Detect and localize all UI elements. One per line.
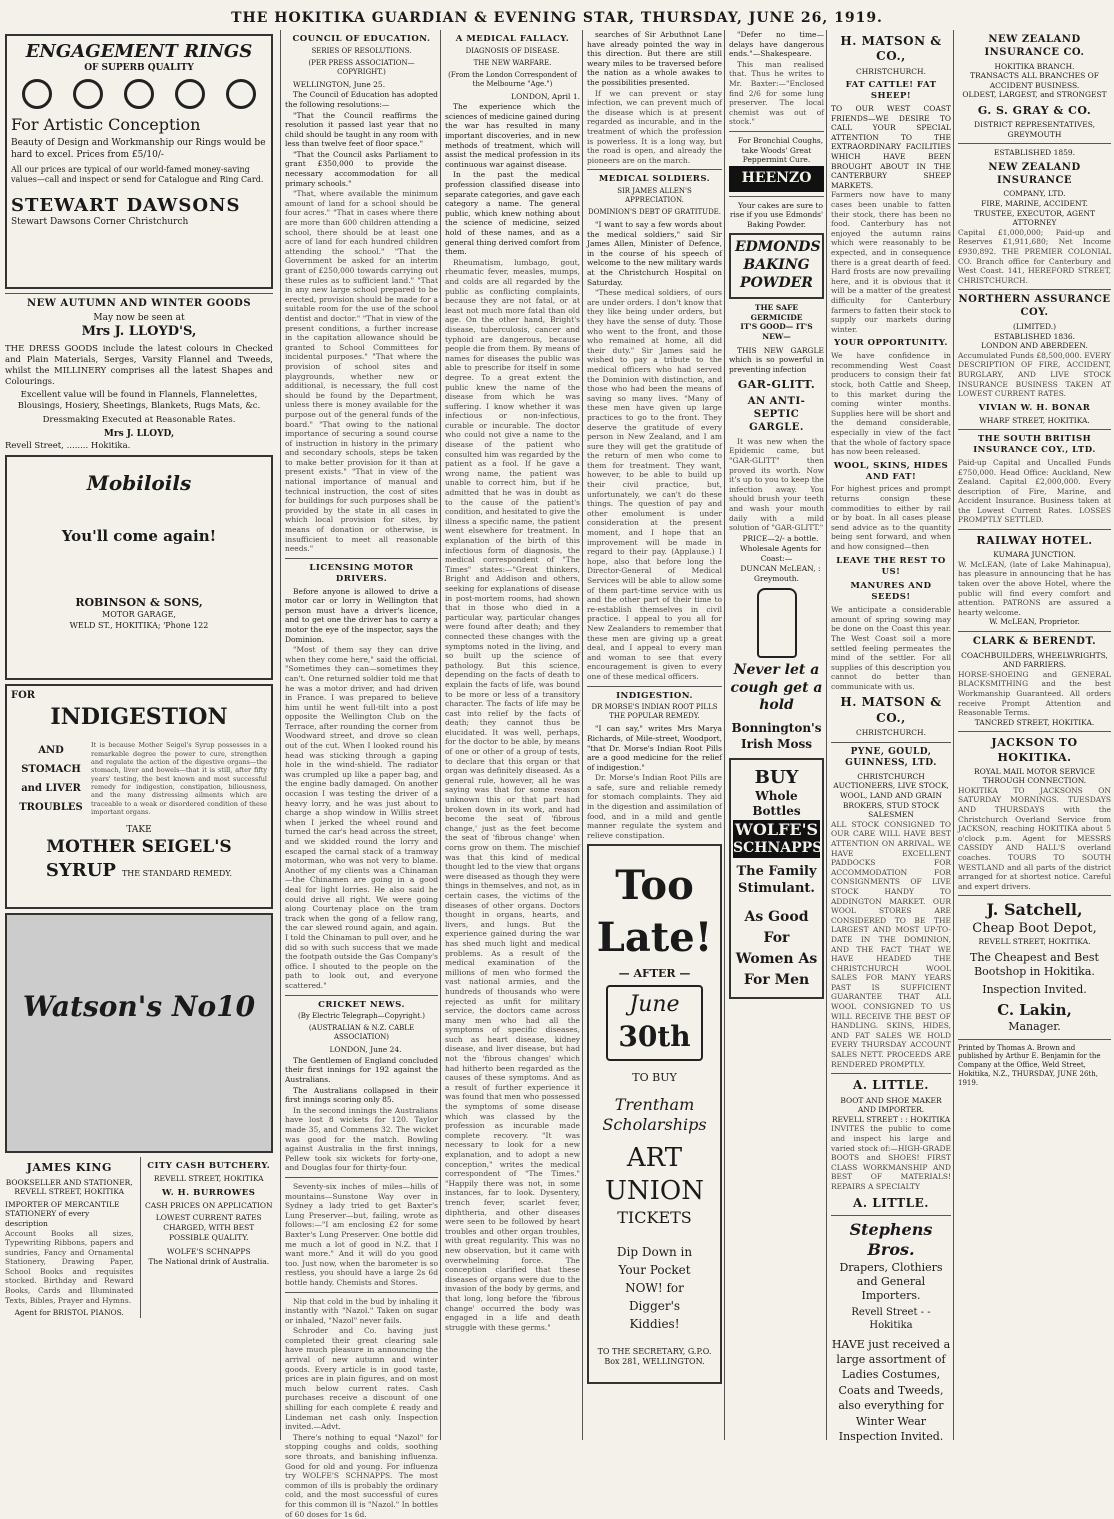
buy-label: BUY <box>754 767 799 789</box>
lloyd-name: Mrs J. LLOYD'S, <box>81 324 197 340</box>
weld-street: WELD ST., HOKITIKA; 'Phone 122 <box>69 620 209 630</box>
ring-icon <box>226 79 256 109</box>
seigels-copy: It is because Mother Seigel's Syrup possesses in a remarkable degree the power to cure, strengthen and regulate the action of the digestive organs—the stomach, liver and bowels—that it is still, after fifty years' testing, the best known and most successful remedy for indigestion, constipation, biliousness, and the many distressing ailments which are traceable to a weak or disordered condition of these important organs. <box>91 741 267 816</box>
gargle-filler: It was new when the Epidemic came, but "GAR-GLITT" then proved its worth. Now it's up to you to keep the infection away. You should brush your teeth and wash your mouth daily with a mild solution of "GAR-GLITT." <box>729 436 824 533</box>
licensing-title: LICENSING MOTOR DRIVERS. <box>309 562 414 584</box>
motor-garage: MOTOR GARAGE, <box>102 610 176 620</box>
column-1 <box>5 30 273 1440</box>
medical-dateline: LONDON, April 1. <box>511 91 580 101</box>
searches-p: searches of Sir Arbuthnot Lane have already pointed the way in this direction. But there are still weary miles to be traversed before the nation as a whole awakes to the possibilities presented. <box>587 30 722 87</box>
robinson: ROBINSON & SONS, <box>75 596 203 610</box>
northern-title: NORTHERN ASSURANCE COY. <box>958 294 1111 319</box>
masthead: THE HOKITIKA GUARDIAN & EVENING STAR, THURSDAY, JUNE 26, 1919. <box>231 10 883 26</box>
coachbuilders: COACHBUILDERS, WHEELWRIGHTS, AND FARRIERS. <box>961 650 1108 670</box>
fat-cattle: FAT CATTLE! FAT SHEEP! <box>845 80 937 102</box>
edmonds-logo: EDMONDS BAKING POWDER <box>735 239 821 292</box>
lloyd-signature: Mrs J. LLOYD, <box>103 429 175 440</box>
mclean-prop: W. McLEAN, Proprietor. <box>989 617 1080 627</box>
soldiers-sub: SIR JAMES ALLEN'S APPRECIATION. <box>617 187 692 205</box>
council-p3: "That the Council asks Parliament to grant £350,000 to provide the necessary accommodation for all primary schools." <box>285 149 438 188</box>
edmonds-logo-box <box>729 233 824 299</box>
lloyd-address: Revell Street, ........ Hokitika. <box>5 440 131 451</box>
little-title: A. LITTLE. <box>853 1078 929 1093</box>
leave-rest: LEAVE THE REST TO US! <box>836 555 946 577</box>
oldest: OLDEST, LARGEST, and STRONGEST <box>962 90 1107 100</box>
satchell: J. Satchell, <box>986 900 1083 920</box>
garglitt: GAR-GLITT. <box>737 378 816 392</box>
dawsons-logo: STEWART DAWSONS <box>11 194 241 216</box>
matson-city-2: CHRISTCHURCH. <box>856 728 926 738</box>
dressmaking: Dressmaking Executed at Reasonable Rates. <box>42 415 236 426</box>
company-ltd: COMPANY, LTD. <box>1003 189 1066 199</box>
cricket-title: CRICKET NEWS. <box>318 999 405 1010</box>
tancred: TANCRED STREET, HOKITIKA. <box>974 717 1095 727</box>
little-revell: REVELL STREET : : HOKITIKA <box>831 1114 951 1124</box>
engagement-rings-ad <box>5 34 273 289</box>
royal-mail: ROYAL MAIL MOTOR SERVICE THROUGH CONNECTION. <box>974 766 1095 786</box>
soldiers-p1: "I want to say a few words about the medical soldiers," said Sir James Allen, Minister of Defence, in the course of his speech of welcome to the new military wards at the Christchurch Hospital on Saturday. <box>587 220 722 287</box>
matson-filler: Farmers now have to many cases been unable to fatten their stock, there has been no food. Canterbury has not enjoyed the autumn rains which were reasonably to be expected, and in consequence there is a great dearth of feed. Hard frosts are now prevailing here, and it is obvious that it will be a matter of the greatest difficulty for Canterbury farmers to fatten their stock to supply our markets during winter. <box>831 190 951 334</box>
nz-insurance: NEW ZEALAND INSURANCE CO. <box>984 34 1085 58</box>
artistic-text2: All our prices are typical of our world-famed money-saving values—call and inspect or send for Catalogue and Ring Card. <box>11 165 264 185</box>
agent-bristol: Agent for BRISTOL PIANOS. <box>14 1308 124 1318</box>
nazol2-text: There's nothing to equal "Nazol" for stopping coughs and colds, soothing sore throats, and banishing influenza. Good for old and young. For influenza try WOLFE'S SCHNAPPS. The most common of ills is probably the ordinary cold, and the most successful of cures for this common ill is "Nazol." In bottles of 60 doses for 1s 6d. <box>285 1432 438 1519</box>
troubles-label: TROUBLES <box>19 802 83 814</box>
indigestion-ad <box>5 684 273 909</box>
wharf-street: WHARF STREET, HOKITIKA. <box>979 415 1090 425</box>
pyne-filler: ALL STOCK CONSIGNED TO OUR CARE WILL HAVE BEST ATTENTION ON ARRIVAL. WE HAVE EXCELLENT PADDOCKS FOR ACCOMMODATION FOR CONSIGNMENTS OF LIVE STOCK HANDY TO ADDINGTON MARKET. OUR WOOL STORES ARE CONSIDERED TO BE THE LARGEST AND MOST UP-TO-DATE IN THE DOMINION, AND THE FACT THAT WE HAVE HEADED THE CHRISTCHURCH WOOL SALES FOR MANY YEARS PAST IS SUFFICIENT GUARANTEE THAT ALL WOOL CONSIGNED TO US WILL RECEIVE THE BEST OF HANDLING. SKINS, HIDES, AND FAT SALES WE HOLD EVERY THURSDAY ACCOUNT SALES NETT. PROCEEDS ARE RENDERED PROMPTLY. <box>831 819 951 1069</box>
autumn-text: THE DRESS GOODS include the latest colours in Checked and Plain Materials, Serges, Varsity Flannel and Tweeds, whilst the MILLINERY comprises all the latest Shapes and Colourings. <box>5 343 273 387</box>
mobiloils-logo: Mobiloils <box>86 471 192 496</box>
little-boot: BOOT AND SHOE MAKER AND IMPORTER. <box>840 1095 942 1115</box>
ring-illustrations <box>11 79 267 109</box>
hok-branch: HOKITIKA BRANCH. <box>994 61 1075 71</box>
soldiers-filler: "These medical soldiers, of ours are under orders. I don't know that they like being under orders, but they have the sense of duty. Those who went to the front, and those who remained at home, all did their duty." Sir James said he wished to pay a tribute to the medical officers who had served the Dominion with distinction, and those who had been the means of saving so many lives. "Many of these men have given up large practices to go to the front. They deserve the gratitude of every person in New Zealand, and I am sure they will get the gratitude of the return of men who come to them for treatment. They want, however, to be able to build up their civil practice, but, unfortunately, we can't do these things. The question of pay and other emolument is under consideration at the present moment, and I hope that an improvement will be made in regard to their pay. (Applause.) I hope, also that before long the Director-General of Medical Services will be able to allow some of them part-time service with us and the other part of their time to re-establish themselves in civil practice. I appeal to you all for New Zealanders to remember that these men are giving up a great deal, and I appeal to every man and woman to see that every encouragement is given to every one of these medical officers. <box>587 288 722 681</box>
transacts: TRANSACTS ALL BRANCHES OF ACCIDENT BUSINESS. <box>970 71 1099 90</box>
antiseptic: AN ANTI-SEPTIC GARGLE. <box>747 396 806 433</box>
wholesale: Wholesale Agents for Coast:— <box>739 544 822 563</box>
indigestion-sub: DR MORSE'S INDIAN ROOT PILLS THE POPULAR REMEDY. <box>591 703 718 721</box>
tickets: TICKETS <box>617 1208 692 1228</box>
cricket-dateline: LONDON, June 24. <box>329 1045 402 1055</box>
safe-germicide: THE SAFE GERMICIDE <box>750 303 803 322</box>
for-label: FOR <box>11 690 36 702</box>
as-good: As Good For Women As For Men <box>735 909 818 989</box>
council-p1: The Council of Education has adopted the following resolutions:— <box>285 90 438 109</box>
cricket-press: (By Electric Telegraph—Copyright.) <box>298 1012 425 1021</box>
liver-label: and LIVER <box>21 783 81 795</box>
cricket-p1: The Gentlemen of England concluded their first innings for 192 against the Australians. <box>285 1055 438 1085</box>
scholarships: Scholarships <box>602 1115 707 1135</box>
railway-filler: W. McLEAN, (late of Lake Mahinapua), has pleasure in announcing that he has taken over the above Hotel, where the public will find every comfort and attention. PATRONS are assured a hearty welcome. <box>958 559 1111 617</box>
come-again: You'll come again! <box>61 527 217 546</box>
too-late-ad <box>587 844 722 1384</box>
cheapest: The Cheapest and Best Bootshop in Hokitika. <box>970 951 1099 979</box>
schroder-text: Schroder and Co. having just completed their great clearing sale have much pleasure in announcing the arrival of new autumn and winter goods. Every article is in good taste, prices are in plain figures, and on most much below current rates. Cash purchases receive a discount of one shilling for each complete £ ready and Lindeman net cash only. Inspection invited.—Advt. <box>285 1326 438 1432</box>
cakes-text: Your cakes are sure to rise if you use Edmonds' Baking Powder. <box>729 200 824 229</box>
council-press: (PER PRESS ASSOCIATION—COPYRIGHT.) <box>308 58 415 76</box>
railway-hotel: RAILWAY HOTEL. <box>976 534 1093 548</box>
sb-filler: Paid-up Capital and Uncalled Funds £750,000. Head Office: Auckland, New Zealand. Capital £2,000,000. Every description of Fire, Marine, and Accident Insurance. Business taken at the Lowest Current Rates. LOSSES PROMPTLY SETTLED. <box>958 457 1111 525</box>
jackson: JACKSON TO HOKITIKA. <box>991 736 1078 764</box>
little-filler: INVITES the public to come and inspect his large and varied stock of:—HIGH-GRADE BOOTS and SHOES! FIRST CLASS WORKMANSHIP AND BEST OF MATERIALS! REPAIRS A SPECIALTY <box>831 1124 951 1191</box>
pyne-city: CHRISTCHURCH <box>857 771 925 781</box>
schnapps-small: WOLFE'S SCHNAPPS <box>166 1247 251 1257</box>
heenzo-ad <box>729 166 824 192</box>
bronchial: For Bronchial Coughs, take Woods' Great Peppermint Cure. <box>737 135 824 165</box>
printed-by: Printed by Thomas A. Brown and published by Arthur E. Benjamin for the Company at the Office, Weld Street, Hokitika, N.Z., THURSDAY, JUNE 26th, 1919. <box>958 1043 1101 1088</box>
james-king: JAMES KING <box>26 1161 112 1175</box>
syrup-label: SYRUP <box>45 859 116 881</box>
dawsons-sub: Stewart Dawsons Corner Christchurch <box>11 216 189 227</box>
after-label: — AFTER — <box>618 966 691 980</box>
jackson-filler: HOKITIKA TO JACKSONS ON SATURDAY MORNINGS. TUESDAYS AND THURSDAYS with the Christchurch Overland Service from JACKSON, reaching HOKITIKA about 5 o'clock p.m. Agent for MESSRS CASSIDY AND HALL'S overland coaches. TOURS TO SOUTH WESTLAND and all parts of the district arranged for at shortest notice. Careful and expert drivers. <box>958 785 1111 891</box>
matson-p1: TO OUR WEST COAST FRIENDS—WE DESIRE TO CALL YOUR SPECIAL ATTENTION TO THE EXTRAORDINARY FACILITIES WHICH HAVE BEEN BROUGHT ABOUT IN THE CANTERBURY SHEEP MARKETS. <box>831 104 951 190</box>
bottle-icon <box>757 588 797 658</box>
dip-down: Dip Down in Your Pocket NOW! for Digger's Kiddies! <box>616 1244 693 1331</box>
king-copy: Account Books all sizes, Typewriting Ribbons, papers and sundries, Fancy and Ornamental Stationery, Drawing Paper, School Books and requisites stocked. Birthday and Reward Books, Cards and Illuminated Texts, Bibles, Prayer and Hymns. <box>5 1228 134 1305</box>
boot-depot: Cheap Boot Depot, <box>972 920 1097 936</box>
indigestion-filler: Dr. Morse's Indian Root Pills are a safe, sure and reliable remedy for stomach complaints. They aid in the digestion and assimilation of food, and in a mild and gentle manner regulate the system and relieve constipation. <box>587 773 722 840</box>
south-british: THE SOUTH BRITISH INSURANCE COY., LTD. <box>973 434 1096 456</box>
defer-quote: "Defer no time—delays have dangerous ends."—Shakespeare. <box>729 30 824 59</box>
kumara: KUMARA JUNCTION. <box>993 550 1076 560</box>
bookseller: BOOKSELLER AND STATIONER, <box>5 1177 133 1187</box>
council-title: COUNCIL OF EDUCATION. <box>292 34 431 44</box>
wool-hides: WOOL, SKINS, HIDES AND FAT! <box>833 460 949 482</box>
licensing-p1: Before anyone is allowed to drive a motor car or lorry in Wellington that person must have a driver's licence, and to get one the driver has to carry a motor the eye of the inspector, says the Dominion. <box>285 586 438 644</box>
nzi-title: NEW ZEALAND INSURANCE <box>988 161 1081 186</box>
mobiloils-ad <box>5 455 273 680</box>
standard-remedy: THE STANDARD REMEDY. <box>121 868 233 878</box>
medical-filler: Rheumatism, lumbago, gout, rheumatic fever, measles, mumps, and colds are all regarded by the public as conflicting complaints, because they are not fatal, or at least not much more fatal than old age. On the other hand, Bright's disease, tuberculosis, cancer and typhoid are dangerous, because people die from them. By means of names for diseases the public was able to prescribe for itself in some degree. To a great extent the public knew the name of the disease from which he was suffering. I know whether it was infectious or non-infectious, curable or incurable. The doctor who could not give a name to the disease of the patient who consulted him was regarded by the patient as a fool. If he gave a wrong name, the patient was unable to correct him, but if he admitted that he was in doubt as to the cause of the patient's condition, and hesitated to give the illness a specific name, the patient went elsewhere for treatment. In explanation of the birth of this infectious form of diagnosis, the medical correspondent of "The Times" states:—"Great thinkers, Bright and Addison and others, seeking for explanations of disease in post-mortem rooms, had shown that in those who died in a particular way, particular changes were found after death; and they connected these changes with the symptoms noted in the living, and so built up the science of pathology. But this science, depending on the facts of death to explain the facts of life, was bound to be more or less of a transitory character. The facts of life may be cast into relief by the facts of death; they cannot thus be elucidated. It was well, perhaps, for the doctor to be able, by means of one or other of a group of tests, to declare that this organ or that organ was definitely diseased. As a general rule, however, all he was saying was that for some reason unknown this or that part had broken down in its work, and had become the seat of 'fibrous change,' just as the feet become the seat of 'fibrous change' when corns grow on them. The mischief was that this kind of medical thought led to the view that organs were diseased as though they were things in themselves, and not, as in certain cases, the victims of the diseases of other organs. Doctors thought in organs, hearts, and livers, and lungs. But the experience gained during the war has shed much light and medical problems. As a result of the medical examination of the millions of men who formed the vast national armies, and the hundreds of thousands who were rejected as unfit for military service, the doctors came across many men who had all the symptoms of specific diseases, such as heart disease, kidney disease, and liver disease, but had not the 'fibrous changes' which had hitherto been regarded as the causes of these symptoms. And as a result of further experience it was found that men who possessed the symptoms of some disease which was classed by the profession as incurable made complete recovery. "It was necessary to look for a new explanation, and to adopt a new conception," writes the medical correspondent of "The Times." "Happily there was not, in some instances, far to look. Dysentery, trench fever, scarlet fever, diphtheria, and other diseases were seen to be followed by heart troubles and other organ troubles, with great regularity. This was no new observation, but it came with overwhelming force. The conception clarified that these diseases of organs were due to the invasion of the body by germs, and that long, long before the 'fibrous change' occurred the body was engaged in a life and death struggle with these germs." <box>445 257 580 1332</box>
autumn-title: NEW AUTUMN AND WINTER GOODS <box>26 298 252 309</box>
cricket-assoc: (AUSTRALIAN & N.Z. CABLE ASSOCIATION) <box>308 1024 415 1042</box>
manures: MANURES AND SEEDS! <box>850 581 932 603</box>
wolfes-label: WOLFE'S <box>734 819 819 839</box>
fire-marine: FIRE, MARINE, ACCIDENT. <box>981 199 1088 209</box>
gargle-price: PRICE—2/- a bottle. <box>742 533 819 543</box>
seigels-name: MOTHER SEIGEL'S <box>46 836 232 857</box>
council-filler: "That, where available the minimum amount of land for a school should be four acres." "That in cases where there are more than 600 children attending a school, there should be at least one acre of land for each hundred children attending the school." "That the Government be asked for an interim grant of £250,000 towards carrying out these rules as to sufficient land." "That in any new large school prepared to be erected, provision should be made for a suitable room for the use of the school dentist and doctor." "That in view of the present conditions, a further increase in the capitation allowance should be granted to School Committees for incidental purposes." "That where the provision of school sites and playgrounds, whether new or additional, is necessary, the full cost should be found by the Department, unless there is money available for the purpose out of the general funds of the board." "That owing to the national importance of securing a sound course of instruction in history in the primary and secondary schools, steps be taken to make better provision for it than at present exists." "That in view of the national importance of manual and technical instruction, the cost of sites for buildings for such purposes shall be provided by the state in all cases in which local provision for sites, by means of donation or otherwise, is insufficient to meet all reasonable needs." <box>285 189 438 554</box>
ring-icon <box>124 79 154 109</box>
nazol-ad-text: Seventy-six inches of miles—hills of mountains—Sunstone Way over in Sydney a lady tried to get Baxter's Lung Preserver—but, failing, wrote as follows:—"I am enclosing £2 for some Baxter's Lung Preserver. One bottle did me much a lot of good in N.Z. that I want more." And it will do you good too. Just now, when the barometer is so restless, you should have a large 2s 6d bottle handy. Chemists and Stores. <box>285 1181 438 1287</box>
revell-street: REVELL STREET, HOKITIKA <box>14 1187 125 1197</box>
engagement-title: ENGAGEMENT RINGS <box>25 41 253 62</box>
cash-prices: CASH PRICES ON APPLICATION <box>144 1200 273 1210</box>
soldiers-title: MEDICAL SOLDIERS. <box>598 174 711 185</box>
northern-filler: Accumulated Funds £8,500,000. EVERY DESCRIPTION OF FIRE, ACCIDENT, BURGLARY, AND LIVE STOCK INSURANCE BUSINESS TAKEN AT LOWEST CURRENT RATES. <box>958 350 1111 399</box>
stomach-label: STOMACH <box>21 764 81 776</box>
cricket-filler: In the second innings the Australians have lost 8 wickets for 120. Taylor made 35, and Commens 32. The wicket was good for the match. Bowling against Australia in the first innings, Pellew took six wickets for forty-one, and Douglas four for thirty-four. <box>285 1105 438 1173</box>
trentham: Trentham <box>614 1094 695 1114</box>
indigestion-heading: INDIGESTION <box>50 704 228 731</box>
column-3 <box>440 30 580 1440</box>
matson-title: H. MATSON & CO., <box>840 34 942 64</box>
inspection: Inspection Invited. <box>982 983 1087 997</box>
secretary: TO THE SECRETARY, G.P.O. Box 281, WELLINGTON. <box>597 1346 712 1367</box>
nip-ad-text: Nip that cold in the bud by inhaling it instantly with "Nazol." Taken on sugar or inhaled, "Nazol" never fails. <box>285 1296 438 1325</box>
ring-icon <box>175 79 205 109</box>
defer-filler: This man realised that. Thus he writes to Mr. Baxter:—"Enclosed find 2/6 for some lung preserver. The local chemist was out of stock." <box>729 59 824 127</box>
manures-filler: We anticipate a considerable amount of spring sowing may be done on the Coast this year. The West Coast soil a more settled feeling permeates the mind of the settler. For all supplies of this description you cannot do better than communicate with us. <box>831 605 951 691</box>
stimulant-label: Stimulant. <box>738 880 815 896</box>
lakin: C. Lakin, <box>997 1001 1072 1020</box>
pyne-title: PYNE, GOULD, GUINNESS, LTD. <box>845 746 937 769</box>
medical-sub: DIAGNOSIS OF DISEASE. <box>465 46 560 55</box>
clark-filler: HORSE-SHOEING and GENERAL BLACKSMITHING and the best Workmanship Guaranteed. All orders receive Prompt Attention and Reasonable Terms. <box>958 669 1111 718</box>
thirtieth-label: 30th <box>618 1020 691 1054</box>
take-label: TAKE <box>126 825 152 836</box>
manager: Manager. <box>1008 1020 1061 1034</box>
satchell-revell: REVELL STREET, HOKITIKA. <box>978 937 1091 947</box>
schnapps-label: SCHNAPPS <box>733 840 823 857</box>
autumn-text2: Excellent value will be found in Flannels, Flannelettes, Blousings, Hosiery, Sheetings, Blankets, Rugs Mats, &c. <box>17 390 261 412</box>
clark-berendt: CLARK & BERENDT. <box>972 635 1097 647</box>
ring-icon <box>73 79 103 109</box>
whole-bottles: Whole Bottles <box>752 789 801 819</box>
wool-filler: For highest prices and prompt returns consign these commodities to either by rail or by boat. In all cases please send advice as to the quantity being sent forward, and when and how consigned—then <box>831 484 951 552</box>
june-label: June <box>629 991 680 1017</box>
medical-corr: (From the London Correspondent of the Melbourne "Age.") <box>448 70 577 88</box>
never-cough: Never let a cough get a hold <box>730 661 823 714</box>
column-5 <box>724 30 824 1440</box>
northern-limited: (LIMITED.) <box>1012 321 1057 331</box>
council-dateline: WELLINGTON, June 25. <box>293 79 386 89</box>
importer: IMPORTER OF MERCANTILE STATIONERY of every description <box>5 1199 120 1228</box>
opportunity-filler: We have confidence in recommending West Coast producers to consign their fat stock, both Cattle and Sheep, to this market during the coming winter months. Supplies here will be short and the demand considerable, especially in view of the fact that the whole of factory space has now been released. <box>831 351 951 457</box>
auctioneers: AUCTIONEERS, LIVE STOCK, WOOL, LAND AND GRAIN BROKERS, STUD STOCK SALESMEN <box>833 781 949 820</box>
column-4 <box>582 30 722 1440</box>
schnapps-tag: The National drink of Australia. <box>148 1256 270 1266</box>
watsons-logo: Watson's No10 <box>22 990 256 1024</box>
its-good: IT'S GOOD— IT'S NEW— <box>740 322 813 341</box>
and-label: AND <box>38 745 64 757</box>
cricket-p2: The Australians collapsed in their first innings scoring only 85. <box>285 1085 438 1105</box>
searches-filler: If we can prevent or stay infection, we can prevent much of the disease which is at present regarded as incurable, and in the treatment of which the profession is powerless. It is a long way, but the road is open, and already the pioneers are on the march. <box>587 88 722 165</box>
indigestion-title: INDIGESTION. <box>616 690 693 701</box>
council-sub: SERIES OF RESOLUTIONS. <box>311 46 412 55</box>
late-label: Late! <box>596 913 713 961</box>
district-reps: DISTRICT REPRESENTATIVES, GREYMOUTH <box>973 120 1096 139</box>
mclean: DUNCAN McLEAN, : Greymouth. <box>740 564 821 584</box>
matson-city: CHRISTCHURCH. <box>856 66 926 76</box>
city-cash-butchery: CITY CASH BUTCHERY. <box>147 1161 271 1172</box>
watsons-ad <box>5 913 273 1153</box>
licensing-filler: "Most of them say they can drive when they come here," said the official. "Sometimes they can—sometimes they can't. One returned soldier told me that he was a motor driver, and had driven in France. I was prepared to believe him until he went full-tilt into a post opposite the Wellington Club on the Terrace, after rounding the corner from Woodward street, and drove so clean out of the cut. When I looked round his head was sticking through a gaping hole in the wind-shield. The radiator was crumpled up like a paper bag, and the engine badly damaged. On another occasion I was testing the driver of a heavy lorry, and he was just about to charge a shop window in Willis street when I jerked the wheel round and turned the car's head across the street, and we skidded round the lorry and escaped the carnal stack of a tramway motorman, who was not very to blame. Another of my clients was a Chinaman—the Chinamen are going in a good deal for light lorries. He also said he could drive all right. We were going along Courtenay place on the tram track when the gong of a fellow rang, the car slewed round again, and again. I told the Chinaman to pull over, and he did so with such success that we made the footpath outside the Gas Company's office. I shouted to the people on the path to look out, and everyone scattered." <box>285 645 438 990</box>
soldiers-sub2: DOMINION'S DEBT OF GRATITUDE. <box>587 208 722 217</box>
heenzo-logo: HEENZO <box>741 169 812 186</box>
stephens: Stephens Bros. <box>849 1219 933 1260</box>
wolfes-ad <box>729 758 824 999</box>
little-signature: A. LITTLE. <box>853 1195 929 1210</box>
established-1859: ESTABLISHED 1859. <box>993 148 1076 158</box>
bonar: VIVIAN W. H. BONAR <box>978 402 1091 413</box>
nzi-filler: Capital £1,000,000; Paid-up and Reserves £1,911,680; Net Income £930,892. THE PREMIER COLONIAL CO. Branch office for Canterbury and West Coast. 141, HEREFORD STREET, CHRISTCHURCH. <box>958 227 1111 285</box>
bonnington: Bonnington's Irish Moss <box>731 721 822 751</box>
to-buy: TO BUY <box>632 1070 677 1084</box>
too-label: Too <box>615 862 694 910</box>
burrowes: W. H. BURROWES <box>162 1187 256 1198</box>
lowest-rates: LOWEST CURRENT RATES CHARGED, WITH BEST POSSIBLE QUALITY. <box>155 1213 262 1242</box>
gs-gray: G. S. GRAY & CO. <box>977 103 1092 117</box>
artistic-text: Beauty of Design and Workmanship our Rings would be hard to excel. Prices from £5/10/- <box>11 138 266 160</box>
council-p2: "That the Council reaffirms the resolution it passed last year that no child should be taught in any room with less than twelve feet of floor space." <box>285 110 438 149</box>
medical-p2: In the past the medical profession classified disease into separate categories, and gave each category a name. The general public, which knew nothing about the science of medicine, seized hold of these names, and as a general thing derived comfort from them. <box>445 170 580 257</box>
have-just: HAVE just received a large assortment of Ladies Costumes, Coats and Tweeds, also everything for Winter Wear Inspection Invited. <box>831 1337 951 1443</box>
est-1836: ESTABLISHED 1836. <box>993 331 1076 341</box>
column-6 <box>826 30 951 1443</box>
ring-icon <box>22 79 52 109</box>
matson-title-2: H. MATSON & CO., <box>840 695 942 725</box>
revell-hok: Revell Street - - Hokitika <box>851 1307 931 1331</box>
medical-title: A MEDICAL FALLACY. <box>455 34 570 44</box>
artistic-heading: For Artistic Conception <box>11 114 201 134</box>
trustee: TRUSTEE, EXECUTOR, AGENT ATTORNEY <box>973 208 1096 228</box>
autumn-seen: May now be seen at <box>93 312 185 323</box>
engagement-sub: OF SUPERB QUALITY <box>84 63 194 74</box>
indigestion-p1: "I can say," writes Mrs Marya Richards, of Mile-street, Woodport, "that Dr. Morse's Indian Root Pills are a good medicine for the relief of indigestion." <box>587 724 722 772</box>
column-2 <box>280 30 438 1519</box>
family-label: The Family <box>736 864 817 880</box>
medical-p1: The experience which the sciences of medicine gained during the war has resulted in many important discoveries, and in new methods of treatment, which will assist the medical profession in its continuous war against disease. <box>445 102 580 169</box>
opportunity: YOUR OPPORTUNITY. <box>834 338 948 349</box>
column-7 <box>953 30 1111 1440</box>
drapers: Drapers, Clothiers and General Importers. <box>839 1260 943 1302</box>
medical-sub2: THE NEW WARFARE. <box>473 58 552 67</box>
gargle-intro: THIS NEW GARGLE which is so powerful in preventing infection <box>729 345 824 374</box>
revell-street-2: REVELL STREET, HOKITIKA <box>153 1174 264 1184</box>
london-aberdeen: LONDON AND ABERDEEN. <box>981 341 1088 351</box>
art-union: ART UNION <box>605 1142 704 1207</box>
